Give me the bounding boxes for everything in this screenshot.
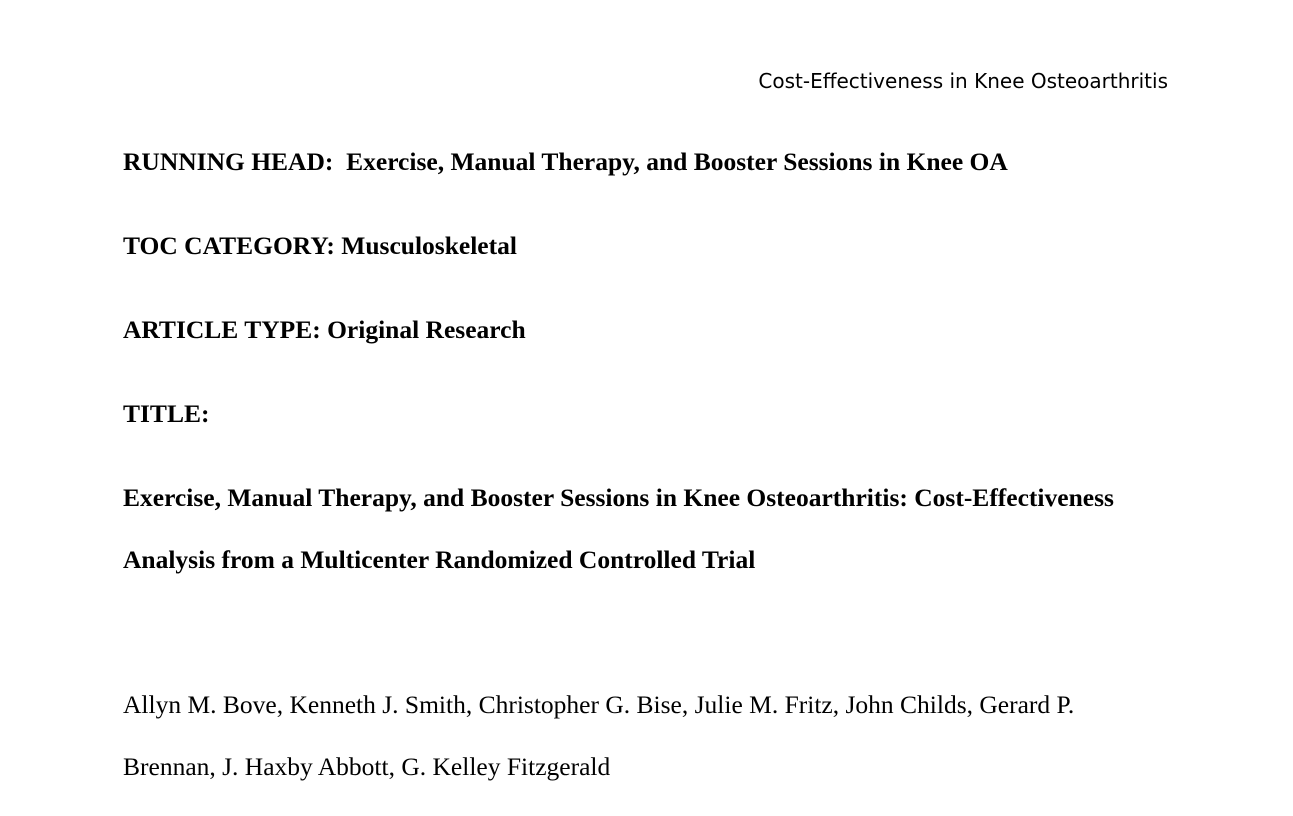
article-title-line: Exercise, Manual Therapy, and Booster Sessions in Knee Osteoarthritis: Cost-Effectiveness [123,483,1114,512]
author-list-line: Brennan, J. Haxby Abbott, G. Kelley Fitzgerald [123,752,611,781]
running-head-label: RUNNING HEAD: [123,147,347,176]
page-header-running-title: Cost-Effectiveness in Knee Osteoarthritis [758,69,1168,93]
toc-category-value: Musculoskeletal [341,231,517,260]
author-list-line: Allyn M. Bove, Kenneth J. Smith, Christopher G. Bise, Julie M. Fritz, John Childs, Gerard P. [123,690,1075,719]
toc-category-label: TOC CATEGORY: [123,231,342,260]
title-label: TITLE: [123,399,210,428]
running-head-value: Exercise, Manual Therapy, and Booster Sessions in Knee OA [346,147,1008,176]
toc-category-field [123,230,517,262]
article-title-line: Analysis from a Multicenter Randomized Controlled Trial [123,545,756,574]
article-type-label: ARTICLE TYPE: [123,315,328,344]
running-head-field [123,146,1008,178]
article-type-value: Original Research [327,315,526,344]
article-type-field [123,314,526,346]
